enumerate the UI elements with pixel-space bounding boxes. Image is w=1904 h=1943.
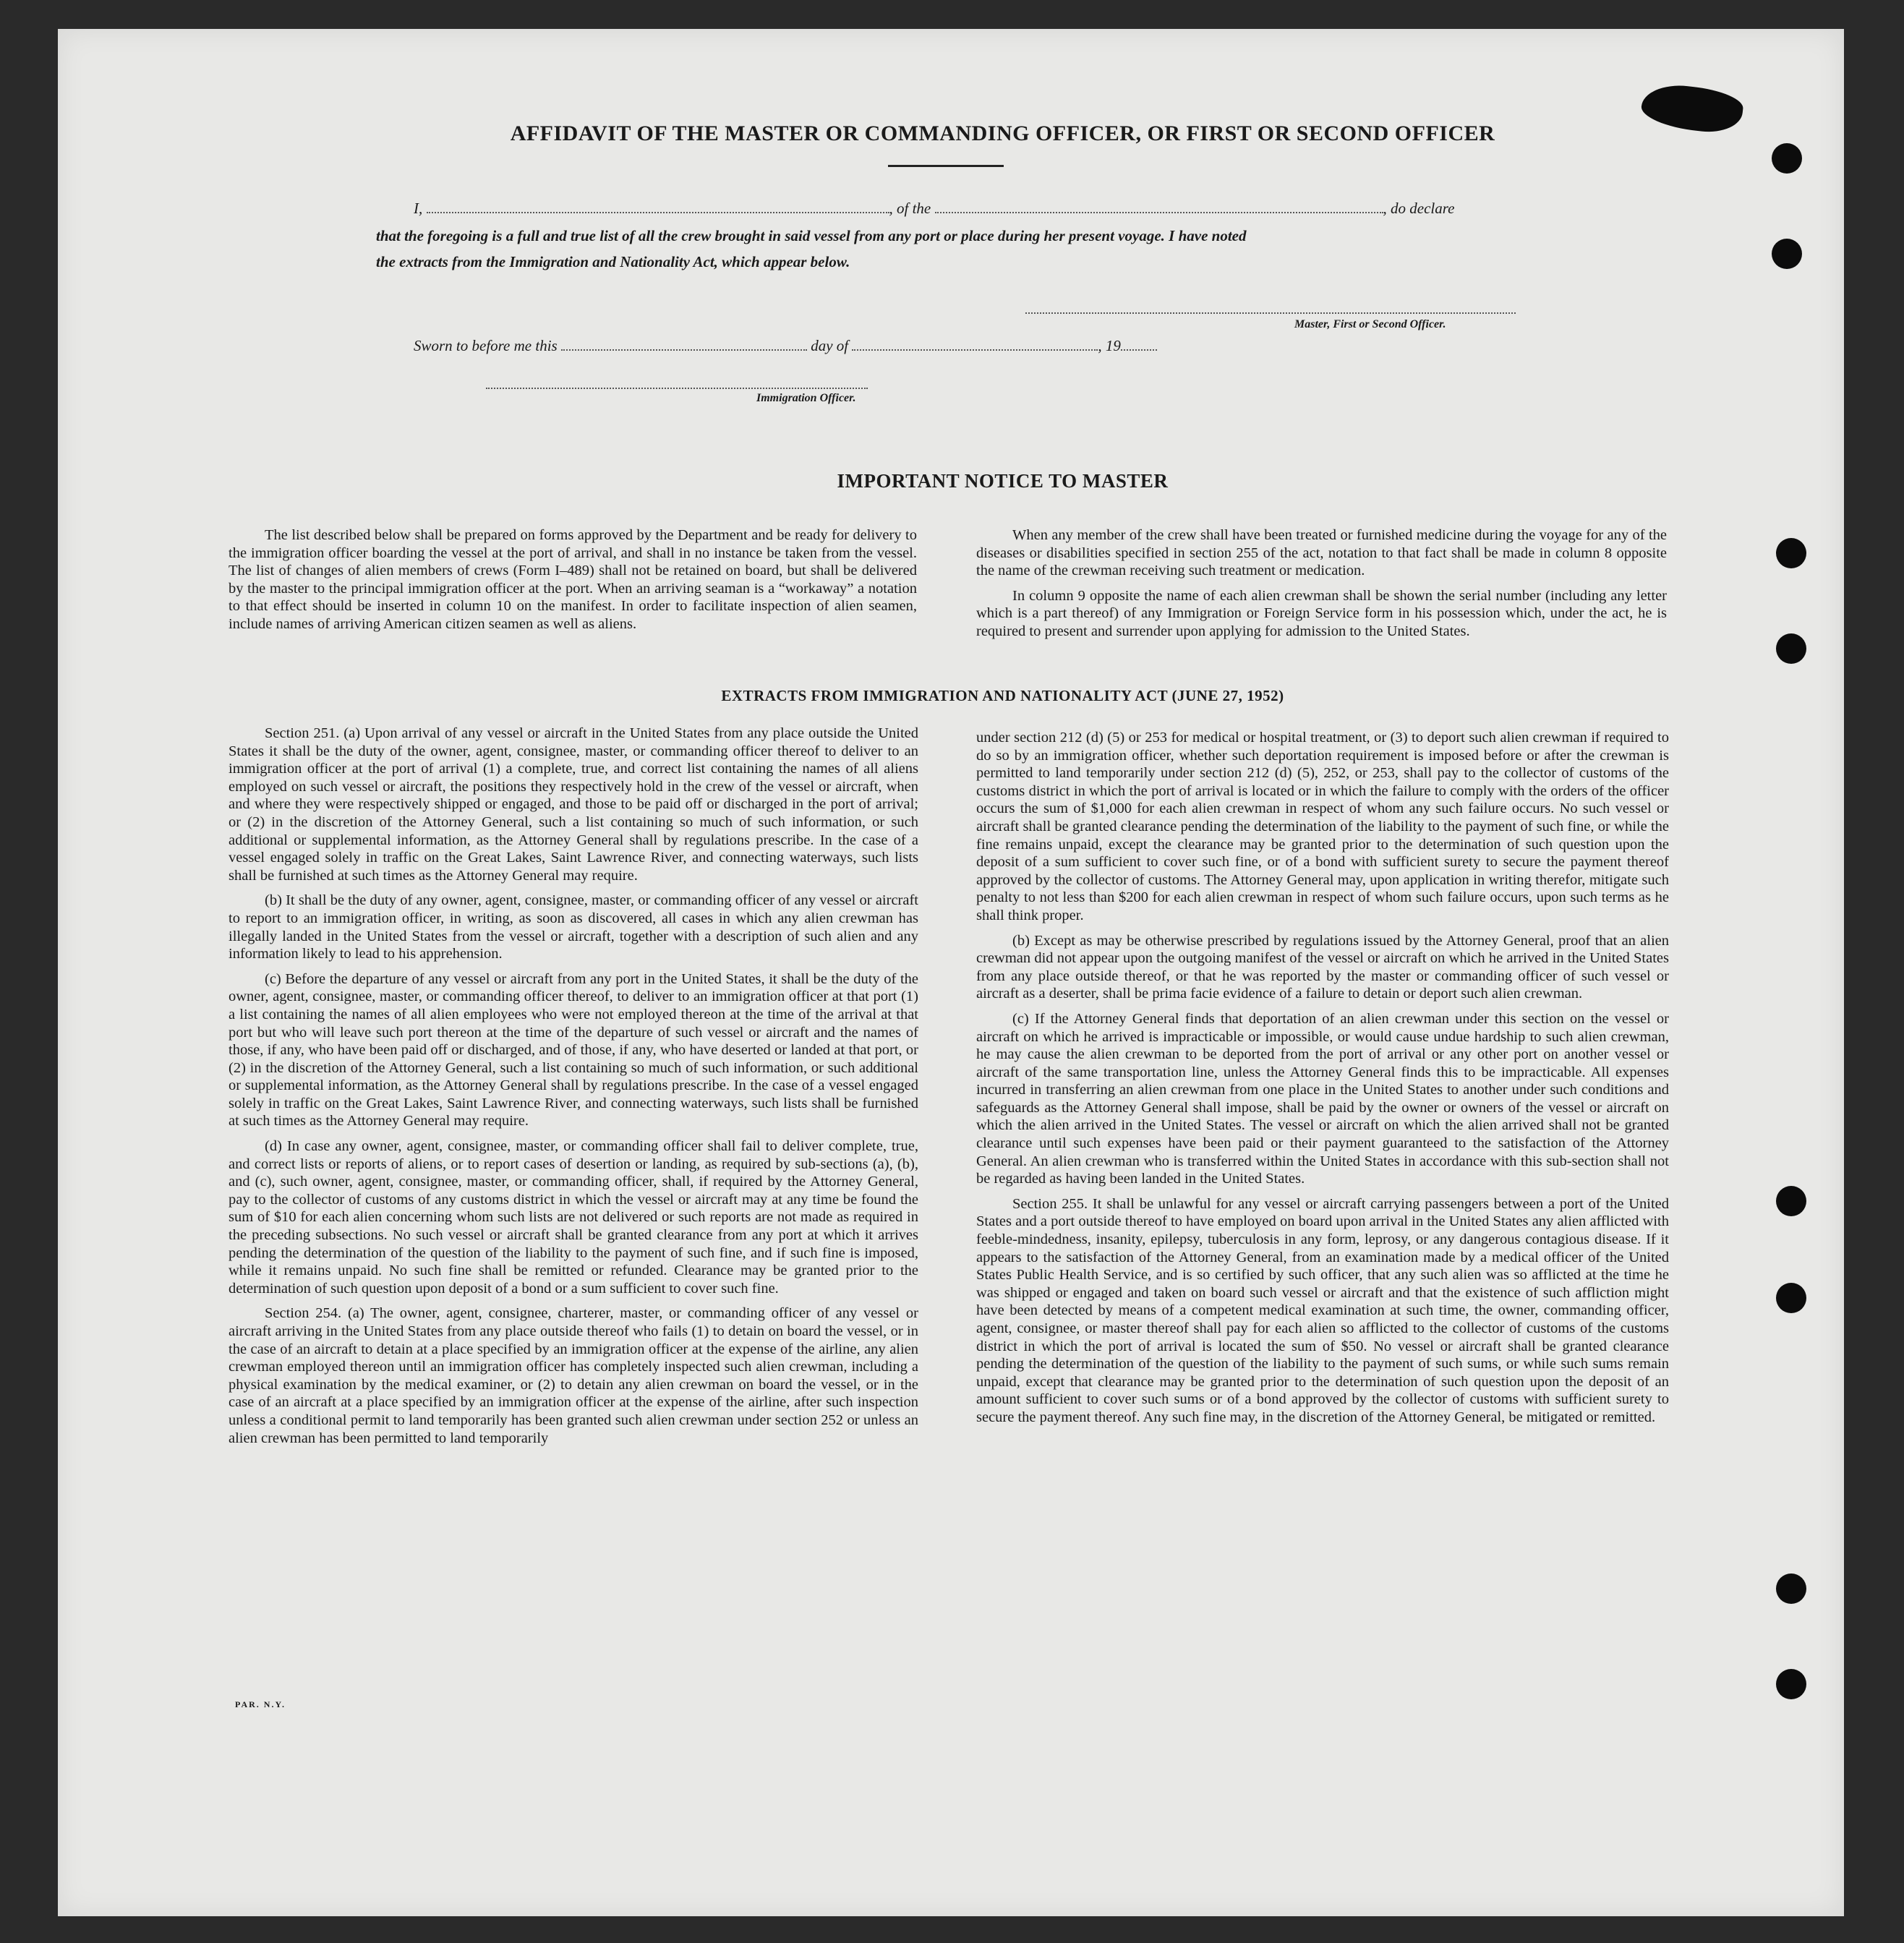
sworn-label: Sworn to before me this [414, 337, 558, 354]
section-251-b: (b) It shall be the duty of any owner, agent, consignee, master, or commanding officer of any vessel or aircraft to report to an immigration officer, in writing, as soon as discovered, all cases in which any alien crewman has illegally landed in the United States from the vessel or aircraft, together with a description of such alien and any information likely to lead to his apprehension. [229, 892, 918, 962]
binder-hole [1772, 239, 1802, 269]
section-254-a-continued: under section 212 (d) (5) or 253 for medical or hospital treatment, or (3) to deport such alien crewman if required to do so by an immigration officer, whether such deportation requirement is imposed before or after the crewman is permitted to land temporarily under section 212 (d) (5), 252, or 253, shall pay to the collector of customs of the customs district in which the port of arrival is located or in which the failure to comply with the orders of the officer occurs the sum of $1,000 for each alien crewman in respect of whom any such failure occurs. No such vessel or aircraft shall be granted clearance pending the determination of the liability to the payment of such fine, or while the fine remains unpaid, except the clearance may be granted prior to the determination of such question upon the deposit of a sum sufficient to cover such fine, or of a bond with sufficient surety to secure the payment thereof approved by the collector of customs. The Attorney General may, upon application in writing therefor, mitigate such penalty to not less than $200 for each alien crewman in respect of whom such failure occurs, upon such terms as he shall think proper. [976, 730, 1669, 923]
affidavit-line-1 [414, 200, 1454, 218]
printer-mark: PAR. N.Y. [235, 1699, 286, 1709]
section-254-b: (b) Except as may be otherwise prescribed by regulations issued by the Attorney General, proof that an alien crewman did not appear upon the outgoing manifest of the vessel or aircraft on which he arrived in the United States from any place outside thereof, or that he was reported by the master or commanding officer of such vessel or aircraft as a deserter, shall be prima facie evidence of a failure to detain or deport such alien crewman. [976, 932, 1669, 1002]
extracts-left-column [229, 725, 918, 1454]
notice-left-paragraph: The list described below shall be prepared on forms approved by the Department and be ready for delivery to the immigration officer boarding the vessel at the port of arrival, and shall in no instance be taken from the vessel. The list of changes of alien members of crews (Form I–489) shall not be retained on board, but shall be delivered by the master to the principal immigration officer at the port. When an arriving seaman is a “workaway” a notation to that effect should be inserted in column 10 on the manifest. In order to facilitate inspection of alien seamen, include names of arriving American citizen seamen as well as aliens. [229, 527, 917, 632]
day-of-label: day of [811, 337, 849, 354]
year-label: , 19 [1098, 337, 1121, 354]
notice-title: IMPORTANT NOTICE TO MASTER [837, 470, 1169, 492]
extracts-right-column [976, 729, 1669, 1434]
binder-hole [1772, 143, 1802, 174]
binder-hole [1776, 1186, 1806, 1216]
do-declare-label: , do declare [1383, 200, 1455, 217]
notice-right-paragraph-1: When any member of the crew shall have been treated or furnished medicine during the voyage for any of the diseases or disabilities specified in section 255 of the act, notation to that fact shall be made in column 8 opposite the name of the crewman receiving such treatment or medication. [976, 527, 1667, 579]
section-254-c: (c) If the Attorney General finds that deportation of an alien crewman under this section on the vessel or aircraft on which he arrived is impracticable or impossible, or would cause undue hardship to such alien crewman, he may cause the alien crewman to be deported from the port of arrival or any other port on another vessel or aircraft of the same transportation line, unless the Attorney General finds this to be impracticable. All expenses incurred in transferring an alien crewman from one place in the United States to another under such conditions and safeguards as the Attorney General shall impose, shall be paid by the owner or owners of the vessel or aircraft on which the alien arrived in the United States. The vessel or aircraft on which the alien arrived shall not be granted clearance until such expenses have been paid or their payment guaranteed to the satisfaction of the Attorney General. An alien crewman who is transferred within the United States in accordance with this sub-section shall not be regarded as having been landed in the United States. [976, 1010, 1669, 1187]
master-signature-line[interactable] [1025, 312, 1516, 314]
vessel-field[interactable] [935, 200, 1383, 213]
binder-hole [1776, 633, 1806, 664]
sworn-day-field[interactable] [561, 338, 807, 351]
binder-hole [1776, 1283, 1806, 1313]
notice-right-paragraph-2: In column 9 opposite the name of each alien crewman shall be shown the serial number (including any letter which is a part thereof) of any Immigration or Foreign Service form in his possession which, under the act, he is required to present and surrender upon applying for admission to the United States. [976, 587, 1667, 639]
section-251-c: (c) Before the departure of any vessel or aircraft from any port in the United States, it shall be the duty of the owner, agent, consignee, master, or commanding officer thereof, to deliver to an immigration officer at that port (1) a list containing the names of all alien employees who were not employed thereon at the time of the arrival at that port but who will leave such port thereon at the time of the departure of such vessel or aircraft and the names of those, if any, who have been paid off or discharged, and of those, if any, who have deserted or landed at that port, or (2) in the discretion of the Attorney General, such a list containing so much of such information, or such additional or supplemental information, as the Attorney General shall by regulations prescribe. In the case of a vessel engaged solely in traffic on the Great Lakes, Saint Lawrence River, and connecting waterways, such lists shall be furnished at such times as the Attorney General may require. [229, 970, 918, 1129]
binder-hole [1776, 538, 1806, 568]
section-254-a: Section 254. (a) The owner, agent, consignee, charterer, master, or commanding officer of any vessel or aircraft arriving in the United States from any place outside thereof who fails (1) to detain on board the vessel, or in the case of an aircraft to detain at a place specified by an immigration officer at the expense of the airline, any alien crewman employed thereon until an immigration officer has completely inspected such alien crewman, including a physical examination by the medical examiner, or (2) to detain any alien crewman on board the vessel, or in the case of an aircraft at a place specified by an immigration officer at the expense of the airline, after such inspection unless a conditional permit to land temporarily has been granted such alien crewman under section 252 or unless an alien crewman has been permitted to land temporarily [229, 1305, 918, 1446]
sworn-month-field[interactable] [852, 338, 1098, 351]
binder-hole [1776, 1669, 1806, 1699]
notice-right-column [976, 526, 1667, 648]
immigration-officer-signature-line[interactable] [486, 388, 868, 389]
year-field[interactable] [1121, 338, 1157, 351]
notice-left-column [229, 526, 917, 641]
section-255: Section 255. It shall be unlawful for any vessel or aircraft carrying passengers between a port of the United States and a port outside thereof to have employed on board upon arrival in the United States any alien afflicted with feeble-mindedness, insanity, epilepsy, tuberculosis in any form, leprosy, or any dangerous contagious disease. If it appears to the satisfaction of the Attorney General, from an examination made by a medical officer of the United States Public Health Service, and is so certified by such officer, that any such alien was so afflicted at the time he was shipped or engaged and taken on board such vessel or aircraft and that the existence of such affliction might have been detected by means of a competent medical examination at such time, the owner, commanding officer, agent, consignee, or master thereof shall pay for each alien so afflicted to the collector of customs of the customs district in which the port of arrival is located the sum of $50. No vessel or aircraft shall be granted clearance pending the determination of the question of the liability to the payment of such sums, or while such sums remain unpaid, except that clearance may be granted prior to the determination of such question upon the deposit of an amount sufficient to cover such sums or of a bond approved by the collector of customs with sufficient surety to secure the payment thereof. Any such fine may, in the discretion of the Attorney General, be mitigated or remitted. [976, 1195, 1669, 1425]
section-251-d: (d) In case any owner, agent, consignee, master, or commanding officer shall fail to deliver complete, true, and correct lists or reports of aliens, or to report cases of desertion or landing, as required by sub-sections (a), (b), and (c), such owner, agent, consignee, master, or commanding officer, shall, if required by the Attorney General, pay to the collector of customs of any customs district in which the vessel or aircraft may at any time be found the sum of $10 for each alien concerning whom such lists are not delivered or such reports are not made as required in the preceding subsections. No such vessel or aircraft shall be granted clearance from any port at which it arrives pending the determination of the question of the liability to the payment of such fine, and if such fine is imposed, while it remains unpaid. No such fine shall be remitted or refunded. Clearance may be granted prior to the determination of such question upon deposit of a bond or a sum sufficient to cover such fine. [229, 1138, 918, 1297]
master-label: Master, First or Second Officer. [1294, 318, 1446, 330]
binder-hole [1776, 1573, 1806, 1604]
declaration-line-2: that the foregoing is a full and true list of all the crew brought in said vessel from any port or place during her present voyage. I have noted [376, 227, 1247, 244]
name-field[interactable] [427, 200, 889, 213]
section-251-a: Section 251. (a) Upon arrival of any vessel or aircraft in the United States from any place outside the United States it shall be the duty of the owner, agent, consignee, master, or commanding officer thereof to deliver to an immigration officer at the port of arrival (1) a complete, true, and correct list containing the names of all aliens employed on such vessel or aircraft, the positions they respectively hold in the crew of the vessel or aircraft, when and where they were respectively shipped or engaged, and those to be paid off or discharged in the port of arrival; or (2) in the discretion of the Attorney General, such a list containing so much of such information, or such additional or supplemental information, as the Attorney General shall by regulations prescribe. In the case of a vessel engaged solely in traffic on the Great Lakes, Saint Lawrence River, and connecting waterways, such lists shall be furnished at such times as the Attorney General may require. [229, 725, 918, 884]
declaration-line-3: the extracts from the Immigration and Nationality Act, which appear below. [376, 253, 850, 270]
affidavit-title: AFFIDAVIT OF THE MASTER OR COMMANDING OFFICER, OR FIRST OR SECOND OFFICER [510, 121, 1495, 145]
extracts-title: EXTRACTS FROM IMMIGRATION AND NATIONALITY ACT (JUNE 27, 1952) [721, 687, 1284, 704]
title-rule [888, 165, 1004, 167]
immigration-officer-label: Immigration Officer. [756, 392, 856, 404]
i-label: I, [414, 200, 423, 217]
of-the-label: , of the [889, 200, 931, 217]
sworn-line [414, 337, 1157, 355]
